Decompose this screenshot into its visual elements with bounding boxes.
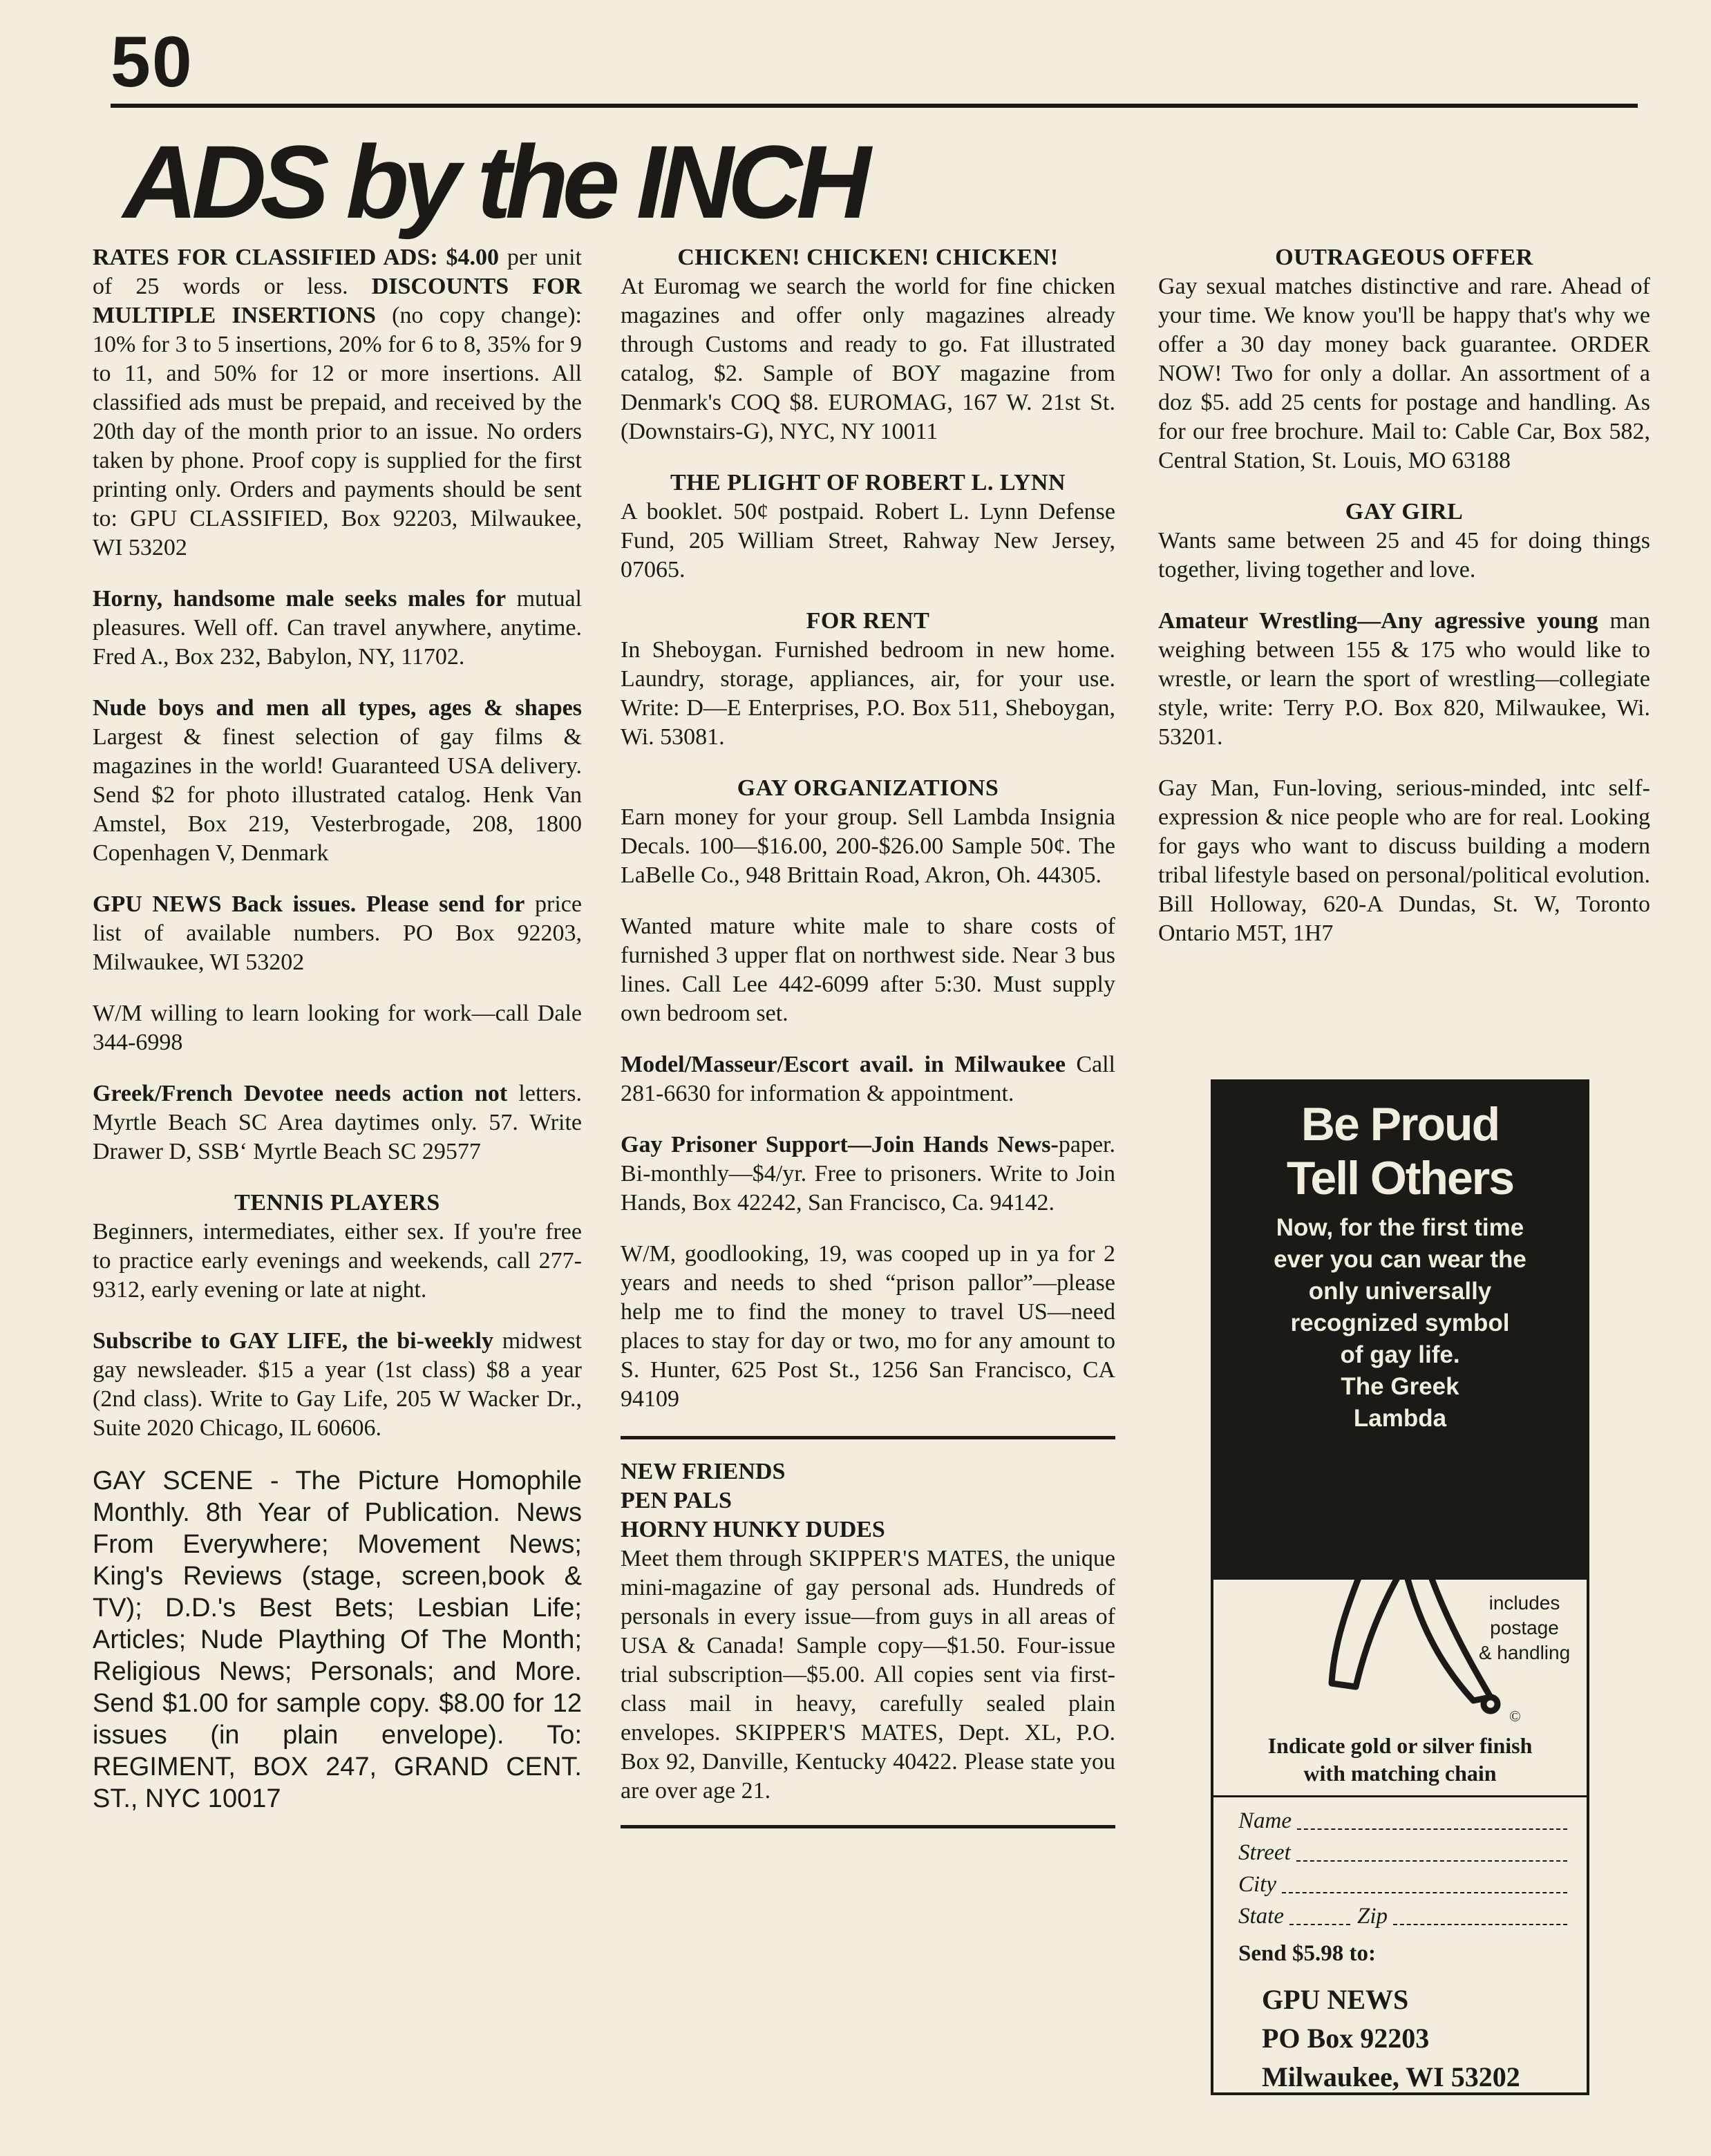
page-number: 50 <box>111 22 193 102</box>
ad-body: Wants same between 25 and 45 for doing things together, living together and love. <box>1158 528 1650 583</box>
ad-body: price list of available numbers. PO Box 92203, Milwaukee, WI 53202 <box>93 891 582 975</box>
ad-subtext-line: The Greek <box>1341 1373 1459 1400</box>
ad-gpu-back-issues <box>93 890 582 977</box>
ad-lead: GPU NEWS Back issues. Please send for <box>93 891 525 917</box>
ad-body: Earn money for your group. Sell Lambda Insignia Decals. 100—$16.00, 200-$26.00 Sample 50¢. The LaBelle Co., 948 Brittain Road, Akron, Oh. 44305. <box>621 804 1115 888</box>
ad-rates <box>93 243 582 562</box>
ad-headline: NEW FRIENDS <box>621 1459 786 1484</box>
form-row-street <box>1238 1837 1567 1869</box>
ad-body: Beginners, intermediates, either sex. If you're free to practice early evenings and weekends, call 277-9312, early evening or late at night. <box>93 1219 582 1303</box>
ad-lead: Model/Masseur/Escort avail. in Milwaukee <box>621 1052 1066 1077</box>
ad-lead: Nude boys and men all types, ages & shapes <box>93 695 582 721</box>
ad-headline: GAY ORGANIZATIONS <box>737 775 999 801</box>
price-note: postage <box>1490 1616 1559 1638</box>
ad-lead: Subscribe to GAY LIFE, the bi-weekly <box>93 1328 493 1354</box>
ad-headline: TENNIS PLAYERS <box>234 1190 440 1216</box>
ad-headline: GAY GIRL <box>1345 499 1464 524</box>
ad-model <box>621 1050 1115 1108</box>
ad-fun-loving <box>1158 774 1650 948</box>
ad-body: letters. Myrtle Beach SC Area daytimes only. 57. Write Drawer D, SSB‘ Myrtle Beach SC 29577 <box>93 1081 582 1164</box>
street-field[interactable] <box>1296 1860 1567 1862</box>
ad-body: Gay Man, Fun-loving, serious-minded, intc self-expression & nice people who are for real. Looking for gays who want to discuss building a modern tribal lifestyle based on personal/political evolution. Bill Holloway, 620-A Dundas, St. W, Toronto Ontario M5T, 1H7 <box>1158 775 1650 946</box>
form-label: Zip <box>1356 1904 1388 1929</box>
ad-subtext-line: recognized symbol <box>1290 1309 1510 1336</box>
ad-headline: CHICKEN! CHICKEN! CHICKEN! <box>677 245 1059 270</box>
form-label: City <box>1238 1872 1276 1897</box>
price-note: & handling <box>1478 1641 1571 1663</box>
ad-new-friends <box>621 1457 1115 1806</box>
ad-body: Largest & finest selection of gay films & magazines in the world! Guaranteed USA delivery. Send $2 for photo illustrated catalog. Henk Van Amstel, Box 219, Vesterbrogade, 208, 1800 Copenhagen V, Denmark <box>93 724 582 866</box>
column-left <box>93 243 582 1837</box>
state-field[interactable] <box>1289 1924 1350 1925</box>
ad-chicken <box>621 243 1115 446</box>
finish-line: with matching chain <box>1303 1761 1497 1786</box>
price-dollar: $ <box>1477 1528 1493 1558</box>
ad-body: mutual pleasures. Well off. Can travel anywhere, anytime. Fred A., Box 232, Babylon, NY, 11702. <box>93 586 582 670</box>
divider-rule <box>621 1436 1115 1439</box>
ad-plight <box>621 469 1115 585</box>
address-line: GPU NEWS <box>1262 1984 1409 2015</box>
ad-gay-life <box>93 1327 582 1443</box>
ad-subtext-line: ever you can wear the <box>1274 1246 1526 1273</box>
price <box>1462 1505 1587 1591</box>
name-field[interactable] <box>1297 1828 1567 1830</box>
copyright-mark: © <box>1509 1708 1521 1725</box>
ad-outrageous <box>1158 243 1650 475</box>
price-block <box>1462 1455 1587 1665</box>
ad-prisoner <box>621 1131 1115 1218</box>
ad-lead: Horny, handsome male seeks males for <box>93 586 507 612</box>
page-title: ADS by the INCH <box>123 124 865 240</box>
ad-wanted <box>621 912 1115 1028</box>
ad-body: man weighing between 155 & 175 who would like to wrestle, or learn the sport of wrestling—collegiate style, write: Terry P.O. Box 820, Milwaukee, Wi. 53201. <box>1158 608 1651 750</box>
ad-horny <box>93 585 582 672</box>
ad-subtext-line: Now, for the first time <box>1276 1214 1524 1241</box>
ad-body: paper. Bi-monthly—$4/yr. Free to prisoners. Write to Join Hands, Box 42242, San Francisco, Ca. 94142. <box>621 1132 1115 1216</box>
finish-instruction <box>1213 1732 1587 1787</box>
ad-gay-girl <box>1158 498 1650 585</box>
price-note: includes <box>1488 1591 1560 1614</box>
rates-text: per unit of 25 words or less. <box>93 245 582 299</box>
ad-body: Call 281-6630 for information & appointment. <box>621 1052 1115 1106</box>
divider-rule <box>621 1825 1115 1828</box>
ad-subtext-line: of gay life. <box>1340 1341 1460 1368</box>
ad-lead: Gay Prisoner Support—Join Hands News- <box>621 1132 1059 1157</box>
ad-subtext-line: only universally <box>1308 1278 1492 1305</box>
ad-tennis <box>93 1189 582 1305</box>
ad-body: Gay sexual matches distinctive and rare. Ahead of your time. We know you'll be happy that's why we offer a 30 day money back guarantee. ORDER NOW! Two for only a dollar. An assortment of a doz $5. add 25 cents for postage and handling. As for our free brochure. Mail to: Cable Car, Box 582, Central Station, St. Louis, MO 63188 <box>1158 274 1650 473</box>
zip-field[interactable] <box>1393 1924 1567 1925</box>
send-instruction: Send $5.98 to: <box>1238 1941 1376 1966</box>
column-middle <box>621 243 1115 1846</box>
ad-body: In Sheboygan. Furnished bedroom in new home. Laundry, storage, appliances, air, for your use. Write: D—E Enterprises, P.O. Box 511, Sheboygan, Wi. 53081. <box>621 637 1115 750</box>
price-cents: .98 <box>1529 1526 1571 1560</box>
address-line: PO Box 92203 <box>1262 2023 1430 2054</box>
header-rule <box>111 104 1638 108</box>
form-label: Street <box>1238 1840 1291 1865</box>
rates-heading: RATES FOR CLASSIFIED ADS: $4.00 <box>93 245 500 270</box>
price-main: 5 <box>1493 1517 1529 1588</box>
ad-body: Wanted mature white male to share costs of furnished 3 upper flat on northwest side. Near 3 bus lines. Call Lee 442-6099 after 5:30. Must supply own bedroom set. <box>621 914 1115 1026</box>
ad-for-rent <box>621 607 1115 752</box>
form-label: Name <box>1238 1808 1292 1833</box>
ad-body: W/M willing to learn looking for work—call Dale 344-6998 <box>93 1001 582 1055</box>
ad-wrestling <box>1158 607 1650 752</box>
order-form <box>1238 1805 1567 1932</box>
ad-slogan: Tell Others <box>1286 1152 1514 1204</box>
ad-body: GAY SCENE - The Picture Homophile Monthly. 8th Year of Publication. News From Everywhere; Movement News; King's Reviews (stage, screen,book & TV); D.D.'s Best Bets; Lesbian Life; Articles; Nude Plaything Of The Month; Religious News; Personals; and More. Send $1.00 for sample copy. $8.00 for 12 issues (in plain envelope). To: REGIMENT, BOX 247, GRAND CENT. ST., NYC 10017 <box>93 1466 582 1813</box>
intro-label: Price <box>1502 1482 1547 1503</box>
ad-body: midwest gay newsleader. $15 a year (1st class) $8 a year (2nd class). Write to Gay Life, 205 W Wacker Dr., Suite 2020 Chicago, IL 60606. <box>93 1328 583 1441</box>
finish-line: Indicate gold or silver finish <box>1267 1733 1533 1758</box>
ad-gay-organizations <box>621 774 1115 890</box>
mailing-address <box>1262 1980 1520 2097</box>
ad-body: Meet them through SKIPPER'S MATES, the unique mini-magazine of gay personal ads. Hundreds of personals in every issue—from guys in all areas of USA & Canada! Sample copy—$1.50. Four-issue trial subscription—$5.00. All copies sent via first-class mail in heavy, carefully sealed plain envelopes. SKIPPER'S MATES, Dept. XL, P.O. Box 92, Danville, Kentucky 40422. Please state you are over age 21. <box>621 1546 1115 1804</box>
rates-discounts: DISCOUNTS FOR MULTIPLE INSERTIONS <box>93 274 582 328</box>
ad-slogan: Be Proud <box>1301 1098 1500 1151</box>
form-row-name <box>1238 1805 1567 1837</box>
form-row-state-zip <box>1238 1900 1567 1932</box>
ad-headline: HORNY HUNKY DUDES <box>621 1517 885 1542</box>
ad-headline: OUTRAGEOUS OFFER <box>1275 245 1533 270</box>
ad-headline: THE PLIGHT OF ROBERT L. LYNN <box>670 470 1066 495</box>
ad-greek <box>93 1079 582 1166</box>
form-row-city <box>1238 1869 1567 1900</box>
ad-gay-scene <box>93 1465 582 1815</box>
ad-body: At Euromag we search the world for fine chicken magazines and offer only magazines already through Customs and ready to go. Fat illustrated catalog, $2. Sample of BOY magazine from Denmark's COQ $8. EUROMAG, 167 W. 21st St. (Downstairs-G), NYC, NY 10011 <box>621 274 1115 444</box>
ad-lead: Amateur Wrestling—Any agressive young <box>1158 608 1598 634</box>
ad-headline: PEN PALS <box>621 1488 732 1513</box>
address-line: Milwaukee, WI 53202 <box>1262 2061 1520 2092</box>
city-field[interactable] <box>1282 1892 1567 1893</box>
column-right <box>1158 243 1650 970</box>
ad-wm-work <box>93 999 582 1057</box>
ad-nude <box>93 694 582 868</box>
form-divider <box>1213 1795 1587 1797</box>
ad-subtext-line: Lambda <box>1353 1405 1447 1432</box>
ad-lead: Greek/French Devotee needs action not <box>93 1081 508 1106</box>
form-label: State <box>1238 1904 1284 1929</box>
ad-body: W/M, goodlooking, 19, was cooped up in ya for 2 years and needs to shed “prison pallor”—please help me to find the money to travel US—need places to stay for day or two, mo for any amount to S. Hunter, 625 Post St., 1256 San Francisco, CA 94109 <box>621 1241 1115 1412</box>
ad-headline: FOR RENT <box>806 608 930 634</box>
intro-label: Introductory <box>1473 1457 1576 1478</box>
chain-icon <box>1211 1370 1589 1454</box>
rates-details: (no copy change): 10% for 3 to 5 insertions, 20% for 6 to 8, 35% for 9 to 11, and 50% for 12 or more insertions. All classified ads must be prepaid, and received by the 20th day of the month prior to an issue. No orders taken by phone. Proof copy is supplied for the first printing only. Orders and payments should be sent to: GPU CLASSIFIED, Box 92203, Milwaukee, WI 53202 <box>93 303 582 560</box>
lambda-ad <box>1211 1079 1589 2095</box>
ad-body: A booklet. 50¢ postpaid. Robert L. Lynn Defense Fund, 205 William Street, Rahway New Jersey, 07065. <box>621 499 1115 583</box>
ad-cooped <box>621 1240 1115 1414</box>
